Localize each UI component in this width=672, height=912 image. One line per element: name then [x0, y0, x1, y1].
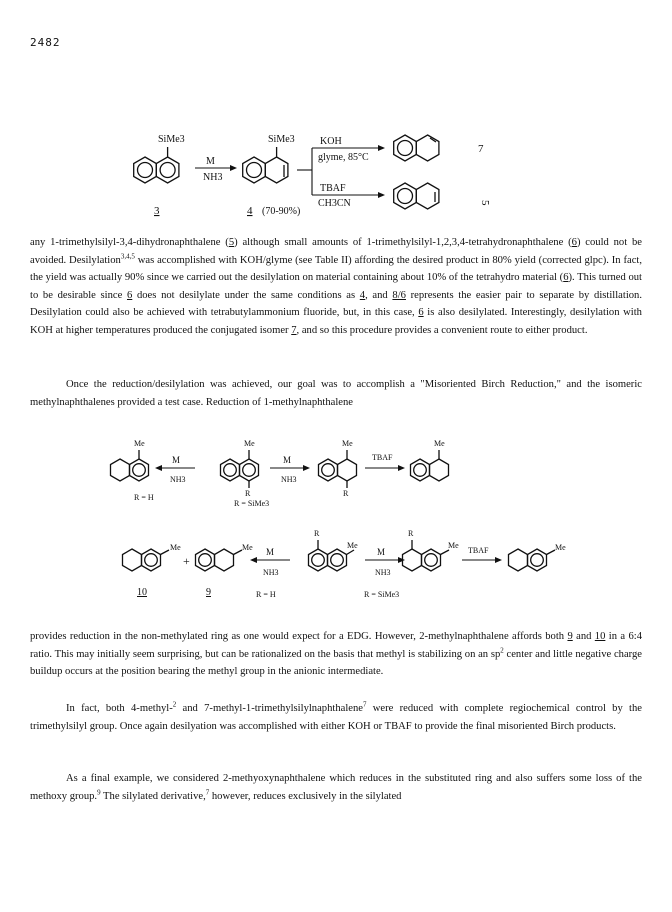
paragraph-desilylation: any 1-trimethylsilyl-3,4-dihydronaphthalene (5) although small amounts of 1-trimethylsilyl-1,2,3,4-tetrahydronaphthalene (6) could not be avoided. Desilylation$^{3,4,5}$ was accomplished with KOH/glyme (see Table II) affording the desired product in 80% yield (corrected glpc). In fact, the yield was actually 90% since we carried out the desilylation on material containing about 10% of the tetrahydro material (6). This turned out to be desirable since 6 does not desilylate under the same conditions as 4, and 8/6 represents the easier pair to separate by distillation. Desilylation could also be achieved with tetrabutylammonium fluoride, but, in this case, 6 is also desilylated. Interestingly, desilylation with KOH at higher temperatures produced the conjugated isomer 7, and so this procedure provides a convenient route to either product.: [30, 237, 642, 336]
me-label: Me: [347, 541, 358, 550]
reagent-m: M: [172, 455, 181, 465]
compound-4-label: 4: [247, 205, 253, 217]
r-h-label: R = H: [134, 493, 154, 502]
ch3cn-label: CH3CN: [318, 198, 351, 209]
yield-4: (70-90%): [262, 206, 301, 217]
me-label: Me: [244, 439, 255, 448]
reagent-nh3: NH3: [281, 475, 297, 484]
r-sime3-label: R = SiMe3: [364, 590, 400, 599]
tbaf-label: TBAF: [372, 453, 393, 462]
reagent-m: M: [206, 156, 215, 167]
structure-1-methylnaphthalene: [221, 450, 259, 488]
me-label: Me: [448, 541, 459, 550]
silyl-label: SiMe3: [158, 134, 185, 145]
silyl-label: SiMe3: [268, 134, 295, 145]
reagent-nh3: NH3: [170, 475, 186, 484]
plus-sign: +: [183, 554, 190, 568]
glyme-label: glyme, 85°C: [318, 152, 369, 163]
me-label: Me: [170, 543, 181, 552]
reagent-m: M: [283, 455, 292, 465]
me-label: Me: [555, 543, 566, 552]
paragraph-misoriented: Once the reduction/desilylation was achieved, our goal was to accomplish a "Misoriented Birch Reduction," and the isomeric methylnaphthalenes provided a test case. Reduction of 1-methylnaphthalene: [30, 379, 642, 408]
structure-9: [196, 549, 243, 571]
r-h-label: R = H: [256, 590, 276, 599]
structure-silyl-methyl-dihydro: [403, 540, 450, 571]
structure-misoriented-2: [509, 549, 556, 571]
me-label: Me: [434, 439, 445, 448]
me-label: Me: [342, 439, 353, 448]
structure-silyl-dihydro: [319, 450, 357, 488]
structure-7: [394, 135, 439, 161]
reagent-nh3: NH3: [375, 568, 391, 577]
structure-misoriented-1: [411, 450, 449, 481]
structure-5: [394, 183, 439, 209]
compound-5-label: 5: [479, 200, 491, 206]
compound-3-label: 3: [154, 205, 160, 217]
structure-3: [134, 147, 179, 183]
r-sime3-label: R = SiMe3: [234, 499, 270, 508]
compound-10-label: 10: [137, 587, 147, 598]
paragraph-regioselectivity: provides reduction in the non-methylated ring as one would expect for a EDG. However, 2-methylnaphthalene affords both 9 and 10 in a 6:4 ratio. This may initially seem surprising, but can be rationalized on the basis that methyl is stabilizing on an $sp^2$ center and little negative charge buildup occurs at the position bearing the methyl group in the anionic intermediate.: [30, 631, 642, 678]
structure-4: [243, 147, 288, 183]
me-label: Me: [134, 439, 145, 448]
r-label: R: [314, 529, 320, 538]
paragraph-regiochemical-control: In fact, both 4-methyl-$^2$ and 7-methyl-1-trimethylsilylnaphthalene$^7$ were reduced with complete regiochemical control by the trimethylsilyl group. Once again desilyation was accomplished with either KOH or TBAF to provide the final misoriented Birch products.: [30, 700, 642, 732]
paragraph-final-example: As a final example, we considered 2-methyoxynaphthalene which reduces in the substituted ring and also suffers some loss of the methoxy group.$^9$ The silylated derivative,$^7$ however, reduces exclusively in the silylated: [30, 773, 642, 802]
compound-7-label: 7: [478, 143, 484, 155]
compound-9-label: 9: [206, 587, 211, 598]
reagent-m: M: [266, 547, 275, 557]
r-label: R: [408, 529, 414, 538]
reagent-nh3: NH3: [263, 568, 279, 577]
r-label: R: [343, 489, 349, 498]
scheme-2: [0, 430, 672, 510]
structure-10: [123, 549, 170, 571]
scheme-3: [0, 525, 672, 605]
scheme-1: [0, 120, 672, 230]
reagent-nh3: NH3: [203, 172, 223, 183]
tbaf-label: TBAF: [320, 183, 346, 194]
reagent-m: M: [377, 547, 386, 557]
r-label: R: [245, 489, 251, 498]
structure-tetrahydro-methyl: [111, 450, 149, 481]
tbaf-label: TBAF: [468, 546, 489, 555]
koh-label: KOH: [320, 136, 342, 147]
page-number: 2482: [30, 36, 61, 49]
me-label: Me: [242, 543, 253, 552]
